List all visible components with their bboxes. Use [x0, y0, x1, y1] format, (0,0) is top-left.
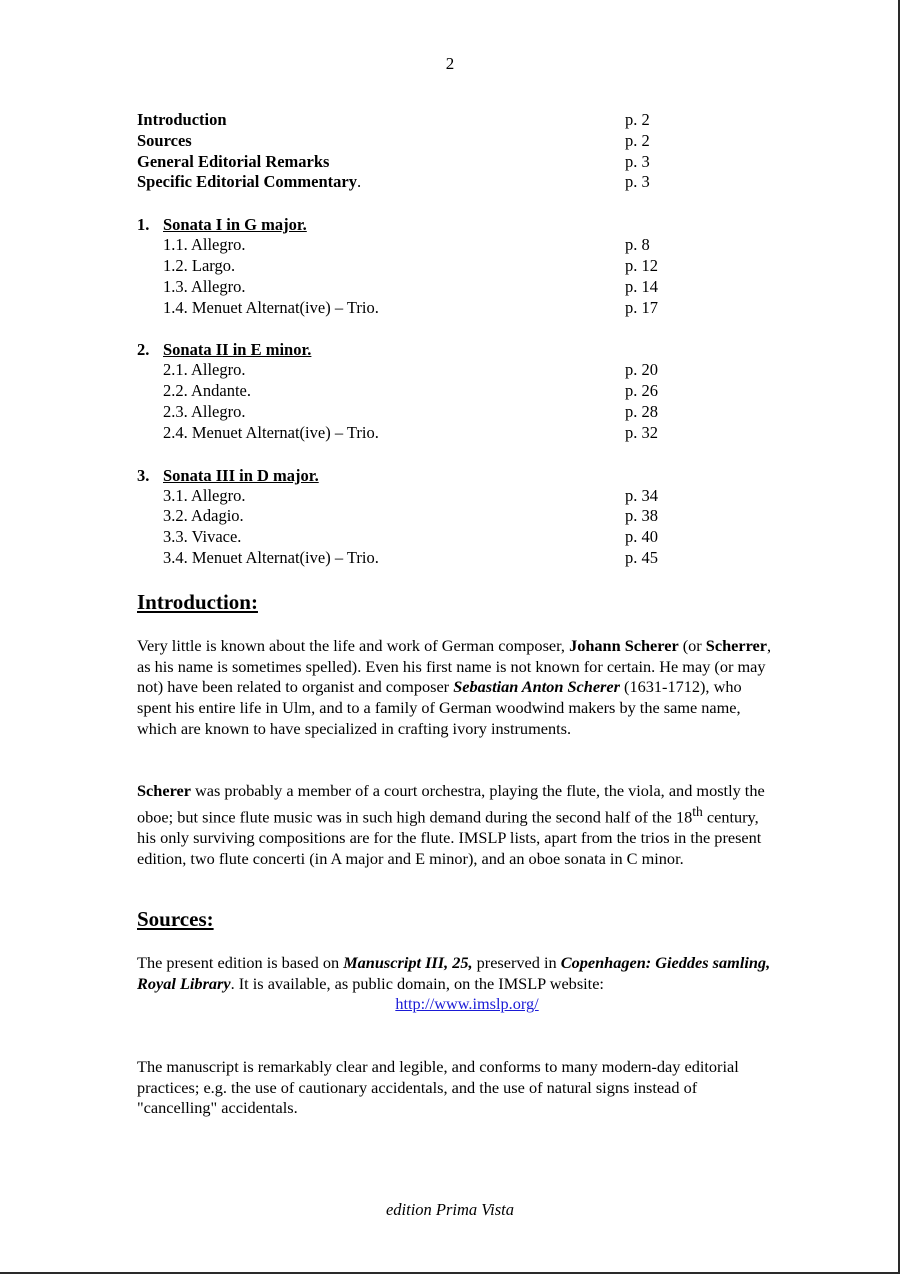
text-run: century, his only surviving compositions are for the flute. IMSLP lists, apart from the trios in the present edition, two flute concerti (in A major and E minor), and an oboe sonata in C minor. — [137, 807, 762, 868]
table-of-contents — [137, 110, 697, 569]
introduction-paragraph-1 — [137, 636, 777, 740]
toc-entry[interactable] — [137, 277, 697, 298]
sources-heading: Sources: — [137, 907, 214, 931]
text-run: , as his name is sometimes spelled). Even his first name is not known for certain. He may (or may not) have been related to organist and composer — [137, 636, 772, 697]
toc-entry-label: Specific Editorial Commentary — [137, 172, 357, 192]
toc-entry[interactable] — [137, 527, 697, 548]
toc-entry-label: 1.1. Allegro. — [163, 235, 246, 255]
text-run: The present edition is based on — [137, 953, 344, 972]
toc-entry[interactable] — [137, 235, 697, 256]
sources-paragraph-1 — [137, 953, 777, 1015]
toc-entry-page: p. 3 — [625, 172, 650, 192]
text-run: Very little is known about the life and work of German composer, — [137, 636, 570, 655]
composer-name-variant: Scherrer — [705, 636, 767, 655]
text-run: (or — [678, 636, 706, 655]
toc-entry-introduction[interactable] — [137, 110, 697, 131]
toc-entry-page: p. 32 — [625, 422, 658, 442]
toc-entry-page: p. 12 — [625, 255, 658, 275]
toc-group-heading[interactable] — [137, 339, 697, 360]
toc-entry-label: 2.4. Menuet Alternat(ive) – Trio. — [163, 422, 379, 442]
toc-entry[interactable] — [137, 298, 697, 319]
toc-entry-page: p. 45 — [625, 547, 658, 567]
toc-entry-page: p. 17 — [625, 297, 658, 317]
toc-entry[interactable] — [137, 486, 697, 507]
text-run: was probably a member of a court orchestra, playing the flute, the viola, and mostly the oboe; but since flute music was in such high demand during the second half of the 18 — [137, 781, 765, 827]
toc-entry-label: General Editorial Remarks — [137, 151, 330, 171]
toc-entry-page: p. 38 — [625, 506, 658, 526]
toc-group-number: 1. — [137, 215, 150, 235]
toc-entry-label: 3.1. Allegro. — [163, 485, 246, 505]
related-composer-name: Sebastian Anton Scherer — [453, 677, 620, 697]
toc-group-sonata-3 — [137, 465, 697, 569]
toc-entry-page: p. 20 — [625, 360, 658, 380]
imslp-link[interactable]: http://www.imslp.org/ — [395, 994, 539, 1014]
toc-group-heading[interactable] — [137, 214, 697, 235]
toc-entry-label: Introduction — [137, 110, 227, 129]
toc-entry-label: Sources — [137, 130, 192, 150]
toc-entry-page: p. 40 — [625, 527, 658, 547]
toc-entry-page: p. 8 — [625, 235, 650, 255]
toc-group-title: Sonata III in D major. — [163, 465, 319, 485]
toc-entry-label: 3.4. Menuet Alternat(ive) – Trio. — [163, 547, 379, 567]
toc-entry-page: p. 3 — [625, 151, 650, 171]
toc-group-sonata-2 — [137, 339, 697, 443]
text-run: . It is available, as public domain, on the IMSLP website: — [230, 973, 604, 993]
toc-entry-label: 1.2. Largo. — [163, 255, 236, 275]
toc-entry[interactable] — [137, 548, 697, 569]
introduction-heading: Introduction: — [137, 590, 258, 614]
manuscript-name: Manuscript III, 25, — [343, 953, 473, 972]
toc-entry-general-editorial-remarks[interactable] — [137, 152, 697, 173]
sources-paragraph-2: The manuscript is remarkably clear and legible, and conforms to many modern-day editorial practices; e.g. the use of cautionary accidentals, and the use of natural signs instead of "cancelling" accidentals. — [137, 1057, 739, 1118]
toc-entry-page: p. 14 — [625, 276, 658, 296]
toc-entry-label: 1.4. Menuet Alternat(ive) – Trio. — [163, 297, 379, 317]
composer-name: Johann Scherer — [569, 636, 679, 655]
toc-entry[interactable] — [137, 402, 697, 423]
composer-name: Scherer — [137, 781, 191, 800]
text-run: (1631-1712), who spent his entire life in Ulm, and to a family of German woodwind makers by the same name, which are known to have specialized in crafting ivory instruments. — [137, 677, 742, 738]
toc-entry[interactable] — [137, 256, 697, 277]
toc-entry-page: p. 2 — [625, 110, 650, 129]
toc-group-heading[interactable] — [137, 465, 697, 486]
toc-entry-label: 3.2. Adagio. — [163, 506, 244, 526]
toc-entry-label: 2.1. Allegro. — [163, 360, 246, 380]
toc-group-number: 3. — [137, 465, 150, 485]
toc-entry-sources[interactable] — [137, 131, 697, 152]
toc-entry-page: p. 28 — [625, 401, 658, 421]
toc-entry-label: 1.3. Allegro. — [163, 276, 246, 296]
toc-entry[interactable] — [137, 360, 697, 381]
toc-entry-page: p. 2 — [625, 130, 650, 150]
footer-publisher: edition Prima Vista — [385, 1200, 515, 1219]
page-number: 2 — [445, 54, 455, 73]
introduction-paragraph-2 — [137, 781, 777, 869]
text-run: preserved in — [472, 953, 561, 972]
toc-entry[interactable] — [137, 506, 697, 527]
toc-entry[interactable] — [137, 381, 697, 402]
toc-entry-label: 2.2. Andante. — [163, 381, 251, 401]
toc-group-title: Sonata I in G major. — [163, 215, 307, 235]
toc-entry[interactable] — [137, 423, 697, 444]
toc-entry-label: 2.3. Allegro. — [163, 401, 246, 421]
toc-entry-page: p. 26 — [625, 381, 658, 401]
toc-entry-label-suffix: . — [356, 172, 362, 192]
toc-entry-page: p. 34 — [625, 485, 658, 505]
toc-group-sonata-1 — [137, 214, 697, 318]
toc-group-number: 2. — [137, 340, 150, 360]
toc-entry-label: 3.3. Vivace. — [163, 527, 242, 547]
library-name: Copenhagen: Gieddes samling, Royal Library — [137, 953, 771, 993]
toc-entry-specific-editorial-commentary[interactable] — [137, 172, 697, 193]
ordinal-superscript: th — [692, 803, 703, 819]
link-line — [137, 994, 777, 1015]
toc-group-title: Sonata II in E minor. — [163, 340, 312, 360]
